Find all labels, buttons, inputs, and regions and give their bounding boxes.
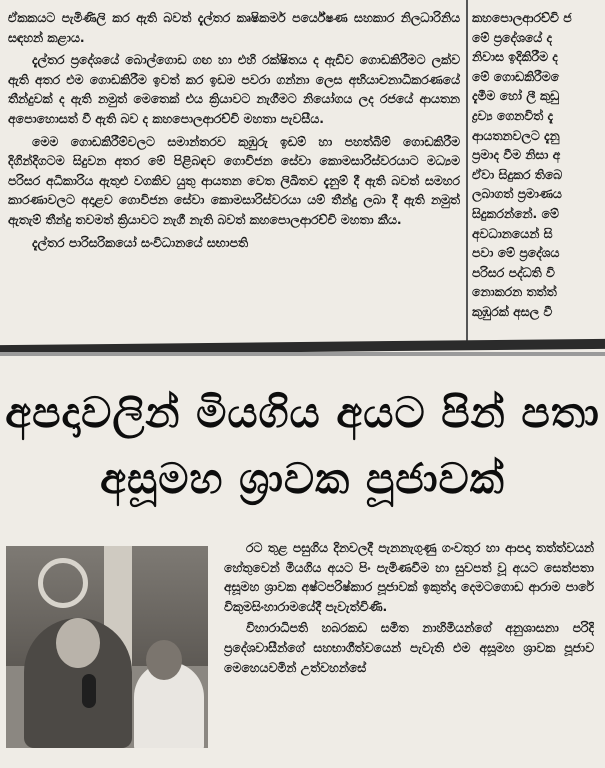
photo-man-head [146, 640, 182, 680]
column-divider [466, 0, 468, 345]
section-divider-shadow [0, 352, 605, 356]
article-line: පවා මේ ප්‍රදේශය [472, 245, 560, 261]
microphone-icon [82, 674, 96, 708]
article-byline: දැල්තර පාරිසරිකයෝ සංවිධානයේ සභාපති [32, 234, 249, 250]
story-headline [0, 380, 605, 512]
article-line: ඒවා සිදුකර තිබෙ [472, 166, 563, 182]
article-line: ද්‍රව්‍ය ගෙනවිත් දැ [472, 107, 554, 123]
article-line: නිවාස ඉදිකිරීම ද [472, 49, 558, 65]
headline-line-2: අසූමහ ශ්‍රාවක පූජාවක් [100, 454, 505, 503]
story-paragraph: විහාරාධිපති හබරකඩ සමිත නාහිමියන්ගේ අනුශාසනා පරිදි ප්‍රදේශවාසීන්ගේ සහභාගීත්වයෙන් පැවැති එම අසූමහ ශ්‍රාවක පූජාව මෙහෙයවමින් උත්වහන්සේ [224, 620, 594, 675]
article-line: ලබාගත් ප්‍රමාණය [472, 186, 562, 202]
dharma-wheel-decoration [38, 558, 88, 608]
article-line: කහපොලආරච්චි ජ [472, 10, 572, 25]
article-line: සිදුකරන්නේ. මේ [472, 205, 559, 221]
headline-line-1: අපදාවලින් මියගිය අයට පින් පතා [5, 388, 600, 437]
article-line: දැමීම හෝ ලී කුඩු [472, 88, 560, 104]
article-line: මේ ගොඩකිරීම ෙ [472, 68, 566, 84]
article-line: කුඹුරක් අසල වී [472, 303, 553, 319]
article-paragraph: මෙම ගොඩකිරීම්වලට සමාන්තරව කුඹුරු ඉඩම් හා පහත්බිම් ගොඩකිරීම දිගින්දිගටම සිදුවන අතර මේ පිළිබඳව ගොවිජන සේවා කොමසාරිස්වරයාට මධ්‍යම පරිසර අධිකාරිය ඇතුළු වගකිව යුතු ආයතන වෙත ලිඛිතව දැනුම් දී ඇති බවත් සමහර කාරණාවලට අදාළව ගොවිජන සේවා කොමසාරිස්වරයා යම් තීන්දු ලබා දී ඇති නමුත් ඇතැම් තීන්දු තවමත් ක්‍රියාවට නැගී නැති බවත් කහපොලආරච්චි මහතා කීය. [8, 133, 460, 227]
story-photo [6, 546, 208, 748]
article-line: ප්‍රමාද වීම නිසා අ [472, 147, 561, 163]
story-paragraph: රට තුළ පසුගිය දිනවලදී පැනනැගුණු ගංවතුර හා ආපදා තත්ත්වයන් හේතුවෙන් මියගිය අයට පිං පැමිණවීම හා සුවපත් වූ අයට සෙත්පතා අසූමහ ශ්‍රාවක අෂ්ටපරිෂ්කාර පූජාවක් ඉකුත්දා දෙමටගොඩ ආරාම පාරේ විකුමසිංහාරාමයේදී පැවැත්විණි. [224, 540, 594, 614]
article-left-column [8, 8, 460, 338]
article-paragraph: දැල්තර ප්‍රදේශයේ බොල්ගොඩ ගඟ හා එහි රක්ෂිතය ද ඇඩිව ගොඩකිරීමට ලක්ව ඇති අතර එම ගොඩකිරීම ඉවත් කර ඉඩම පවරා ගන්නා ලෙස අභියාචනාධිකරණයේ තීන්දුවක් ද ඇති නමුත් මෙතෙක් එය ක්‍රියාවට නැගීමට නියෝගය ලද රජයේ ආයතන අපොහොසත් වී ඇති බව ද කහපොලආරච්චි මහතා පැවසීය. [8, 52, 460, 126]
article-paragraph: ඒකකයට පැමිණිලි කර ඇති බවත් දැල්තර කෘෂිකර්ම පර්යේෂණ සහකාර නිලධාරිනිය සඳහන් කළාය. [8, 10, 460, 45]
article-line: නොකරන තත්ත් [472, 284, 557, 300]
article-line: අවධානයෙන් සි [472, 225, 553, 241]
article-line: මේ ප්‍රදේශයේ ද [472, 29, 553, 45]
photo-monk-head [56, 618, 100, 668]
story-body [224, 538, 594, 768]
article-line: ආයතනවලට දැනු [472, 127, 560, 143]
article-right-column [472, 8, 605, 348]
article-line: පරිසර පද්ධති වි [472, 264, 555, 280]
